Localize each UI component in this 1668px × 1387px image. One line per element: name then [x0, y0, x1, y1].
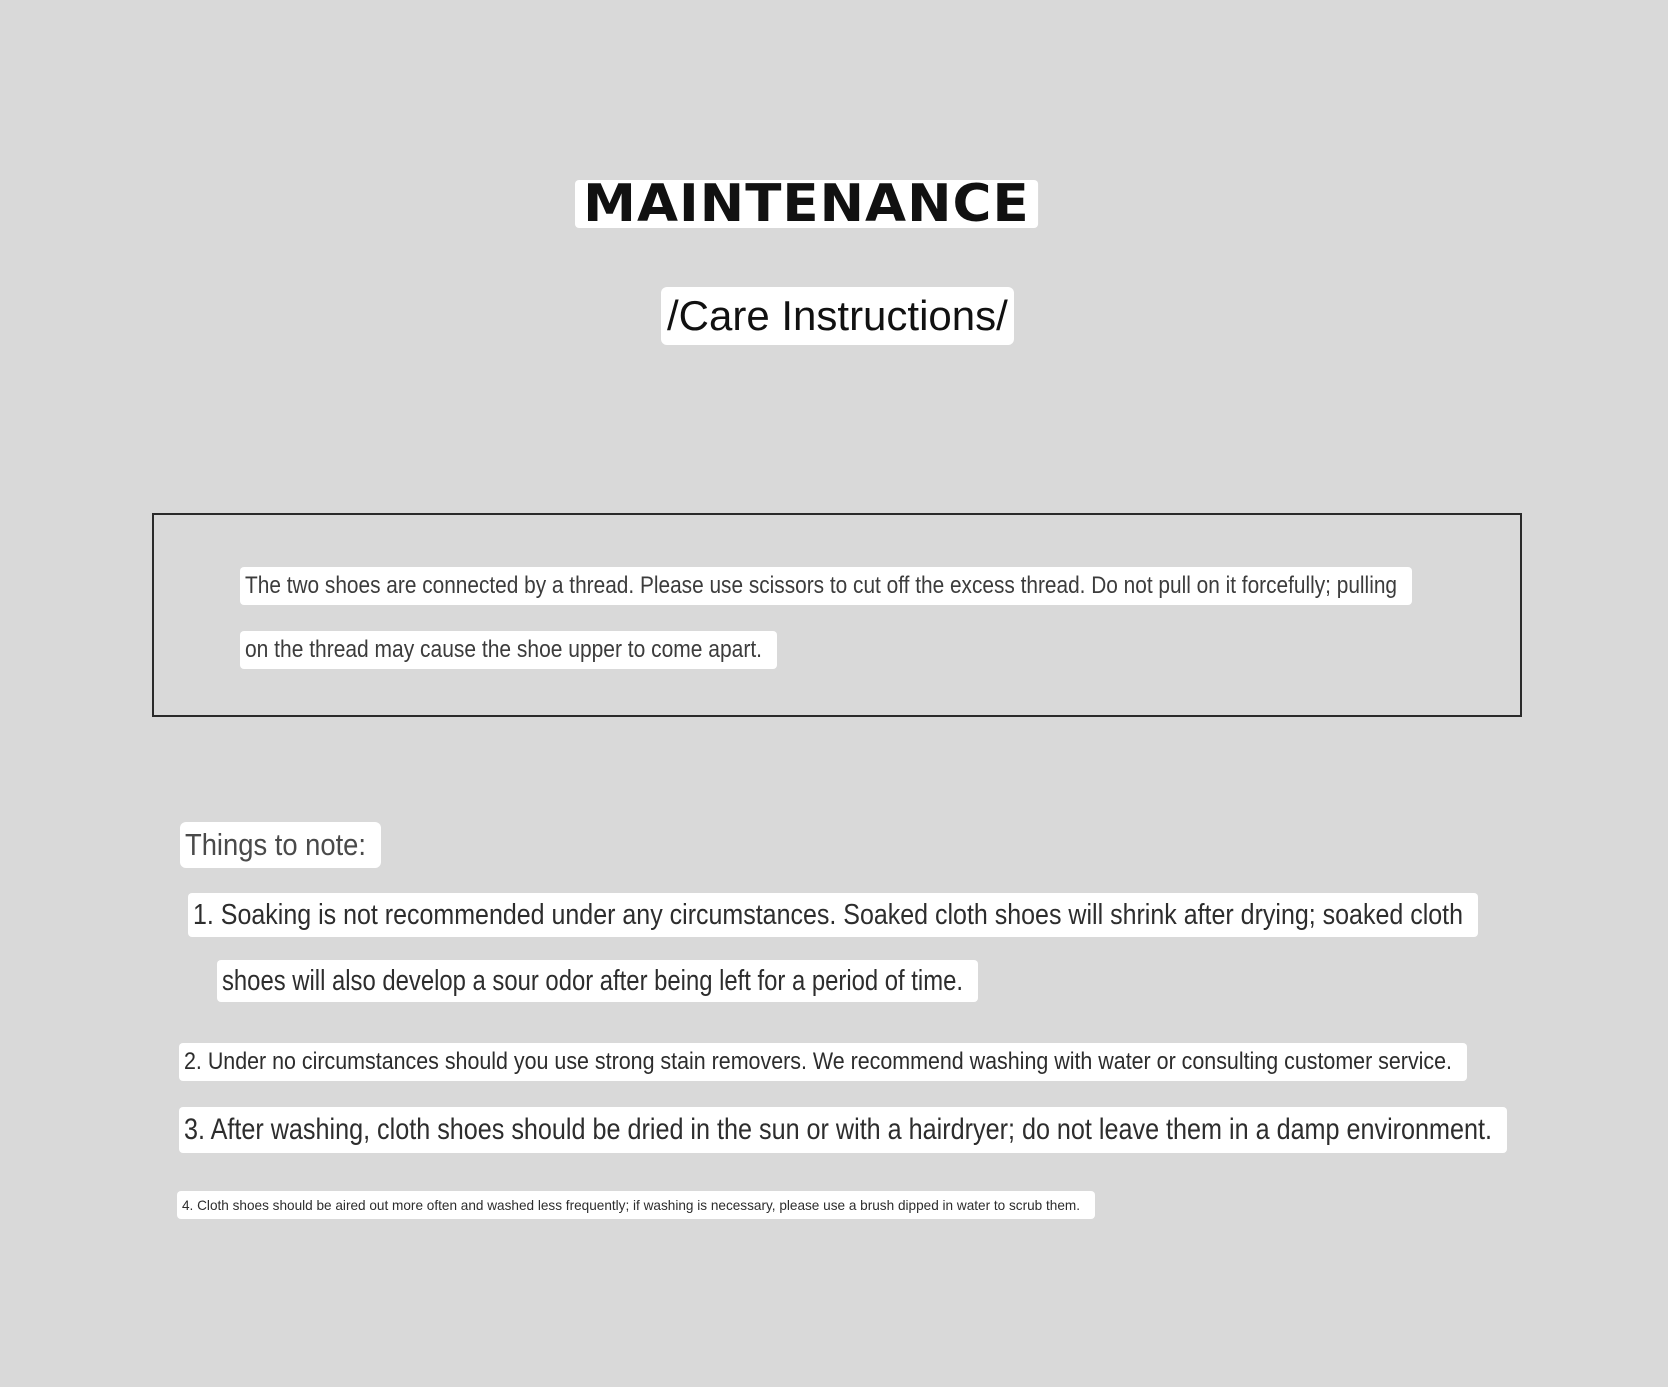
notes-heading-text: Things to note:: [185, 827, 366, 862]
note-item-2: [179, 1043, 1467, 1081]
page-title-text: MAINTENANCE: [583, 174, 1030, 234]
notice-line-2-text: on the thread may cause the shoe upper to come apart.: [245, 636, 762, 663]
note-item-3: [179, 1107, 1507, 1153]
notice-box: [152, 513, 1522, 717]
note-item-4: [177, 1191, 1095, 1219]
notes-heading: [180, 822, 381, 868]
notice-line-1: [240, 567, 1412, 605]
notice-line-1-text: The two shoes are connected by a thread. Please use scissors to cut off the excess thread. Do not pull on it forcefully; pulling: [245, 572, 1397, 599]
note-item-4-text: 4. Cloth shoes should be aired out more often and washed less frequently; if washing is necessary, please use a brush dipped in water to scrub them.: [182, 1197, 1080, 1213]
note-item-2-text: 2. Under no circumstances should you use strong stain removers. We recommend washing with water or consulting customer service.: [184, 1048, 1452, 1075]
page-subtitle-text: /Care Instructions/: [667, 292, 1008, 339]
page-title: [575, 174, 1038, 234]
note-item-1-line-1: [188, 893, 1478, 937]
notice-line-2: [240, 631, 777, 669]
note-item-1-line-2: [217, 960, 978, 1002]
note-item-1-line-1-text: 1. Soaking is not recommended under any circumstances. Soaked cloth shoes will shrink after drying; soaked cloth: [193, 899, 1463, 931]
page-subtitle: [661, 287, 1014, 345]
note-item-3-text: 3. After washing, cloth shoes should be dried in the sun or with a hairdryer; do not leave them in a damp environment.: [184, 1113, 1492, 1146]
note-item-1-line-2-text: shoes will also develop a sour odor after being left for a period of time.: [222, 965, 963, 997]
